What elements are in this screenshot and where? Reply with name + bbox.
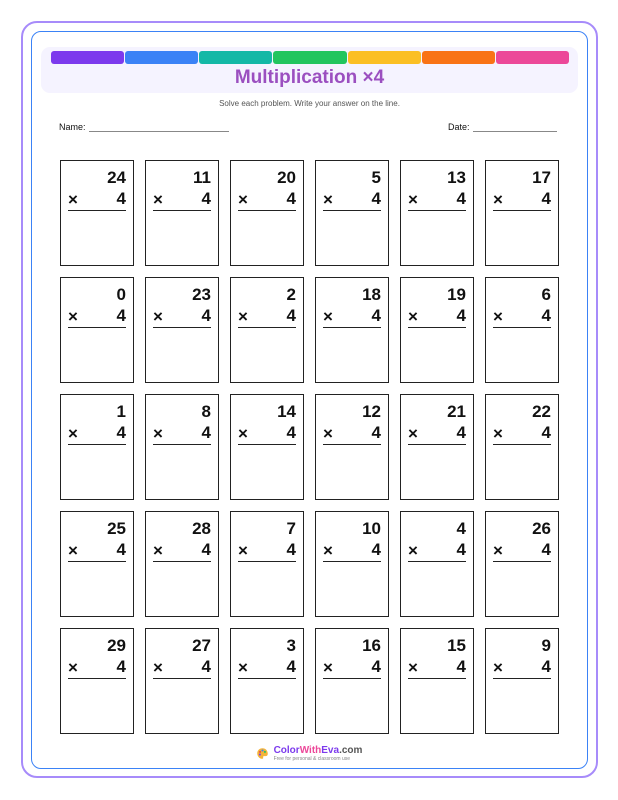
problem-card[interactable] xyxy=(60,394,134,500)
multiplicand: 8 xyxy=(201,402,211,421)
color-bar-segment xyxy=(51,51,124,64)
problem-card[interactable] xyxy=(60,160,134,266)
times-sign: × xyxy=(323,307,333,326)
multiplicand: 21 xyxy=(447,402,466,421)
answer-line xyxy=(323,444,381,445)
color-bar-segment xyxy=(422,51,495,64)
multiplicand: 0 xyxy=(116,285,126,304)
problem-card[interactable] xyxy=(315,394,389,500)
times-sign: × xyxy=(68,424,78,443)
answer-line xyxy=(68,444,126,445)
multiplicand: 23 xyxy=(192,285,211,304)
multiplicand: 4 xyxy=(456,519,466,538)
answer-line xyxy=(238,678,296,679)
problem-card[interactable] xyxy=(315,160,389,266)
multiplier: 4 xyxy=(286,423,296,442)
times-sign: × xyxy=(323,541,333,560)
times-sign: × xyxy=(238,541,248,560)
color-bar-segment xyxy=(273,51,346,64)
multiplier: 4 xyxy=(371,189,381,208)
multiplier: 4 xyxy=(201,657,211,676)
answer-line xyxy=(493,561,551,562)
times-sign: × xyxy=(408,424,418,443)
problem-card[interactable] xyxy=(60,511,134,617)
answer-line xyxy=(238,210,296,211)
times-sign: × xyxy=(408,190,418,209)
rainbow-color-bar xyxy=(51,51,569,64)
answer-line xyxy=(153,444,211,445)
multiplier: 4 xyxy=(456,423,466,442)
answer-line xyxy=(493,210,551,211)
answer-line xyxy=(68,210,126,211)
times-sign: × xyxy=(238,658,248,677)
problem-card[interactable] xyxy=(315,511,389,617)
multiplier: 4 xyxy=(371,540,381,559)
multiplicand: 16 xyxy=(362,636,381,655)
name-field[interactable] xyxy=(59,122,229,132)
times-sign: × xyxy=(153,424,163,443)
answer-line xyxy=(153,678,211,679)
answer-line xyxy=(238,561,296,562)
answer-line xyxy=(238,444,296,445)
multiplier: 4 xyxy=(456,306,466,325)
answer-line xyxy=(68,327,126,328)
problem-card[interactable] xyxy=(145,160,219,266)
multiplicand: 26 xyxy=(532,519,551,538)
problem-grid xyxy=(60,160,559,734)
multiplier: 4 xyxy=(286,657,296,676)
multiplicand: 20 xyxy=(277,168,296,187)
problem-card[interactable] xyxy=(315,628,389,734)
problem-card[interactable] xyxy=(485,394,559,500)
multiplier: 4 xyxy=(371,423,381,442)
multiplier: 4 xyxy=(201,540,211,559)
times-sign: × xyxy=(153,307,163,326)
instructions: Solve each problem. Write your answer on the line. xyxy=(219,99,400,108)
answer-line xyxy=(408,327,466,328)
times-sign: × xyxy=(68,658,78,677)
multiplicand: 3 xyxy=(286,636,296,655)
multiplicand: 9 xyxy=(541,636,551,655)
answer-line xyxy=(408,444,466,445)
multiplier: 4 xyxy=(286,306,296,325)
problem-card[interactable] xyxy=(400,511,474,617)
palette-icon xyxy=(256,747,269,760)
multiplicand: 14 xyxy=(277,402,296,421)
multiplier: 4 xyxy=(286,540,296,559)
multiplier: 4 xyxy=(201,423,211,442)
answer-line xyxy=(153,327,211,328)
multiplier: 4 xyxy=(201,306,211,325)
times-sign: × xyxy=(153,541,163,560)
multiplier: 4 xyxy=(116,423,126,442)
answer-line xyxy=(68,678,126,679)
multiplier: 4 xyxy=(541,189,551,208)
answer-line xyxy=(323,327,381,328)
multiplier: 4 xyxy=(116,306,126,325)
color-bar-segment xyxy=(496,51,569,64)
multiplicand: 10 xyxy=(362,519,381,538)
multiplicand: 29 xyxy=(107,636,126,655)
times-sign: × xyxy=(238,424,248,443)
problem-card[interactable] xyxy=(145,628,219,734)
answer-line xyxy=(238,327,296,328)
tagline: Free for personal & classroom use xyxy=(273,756,350,762)
times-sign: × xyxy=(408,658,418,677)
multiplier: 4 xyxy=(541,306,551,325)
multiplicand: 25 xyxy=(107,519,126,538)
answer-line xyxy=(493,444,551,445)
problem-card[interactable] xyxy=(230,511,304,617)
color-bar-segment xyxy=(125,51,198,64)
problem-card[interactable] xyxy=(230,277,304,383)
brand-name: ColorWithEva.com xyxy=(273,745,363,756)
color-bar-segment xyxy=(199,51,272,64)
times-sign: × xyxy=(493,190,503,209)
answer-line xyxy=(68,561,126,562)
times-sign: × xyxy=(68,190,78,209)
problem-card[interactable] xyxy=(400,394,474,500)
answer-line xyxy=(323,678,381,679)
multiplicand: 6 xyxy=(541,285,551,304)
answer-line xyxy=(408,210,466,211)
multiplier: 4 xyxy=(541,540,551,559)
answer-line xyxy=(153,561,211,562)
problem-card[interactable] xyxy=(60,628,134,734)
multiplier: 4 xyxy=(116,189,126,208)
multiplier: 4 xyxy=(541,657,551,676)
multiplicand: 5 xyxy=(371,168,381,187)
multiplier: 4 xyxy=(286,189,296,208)
problem-card[interactable] xyxy=(230,628,304,734)
problem-card[interactable] xyxy=(485,511,559,617)
multiplier: 4 xyxy=(456,189,466,208)
page-title: Multiplication ×4 xyxy=(234,67,385,88)
problem-card[interactable] xyxy=(230,160,304,266)
problem-card[interactable] xyxy=(400,277,474,383)
problem-card[interactable] xyxy=(145,511,219,617)
problem-card[interactable] xyxy=(60,277,134,383)
multiplier: 4 xyxy=(371,657,381,676)
date-field[interactable] xyxy=(448,122,557,132)
problem-card[interactable] xyxy=(145,277,219,383)
answer-line xyxy=(408,561,466,562)
multiplier: 4 xyxy=(541,423,551,442)
multiplicand: 2 xyxy=(286,285,296,304)
multiplicand: 7 xyxy=(286,519,296,538)
problem-card[interactable] xyxy=(145,394,219,500)
multiplicand: 24 xyxy=(107,168,126,187)
multiplicand: 12 xyxy=(362,402,381,421)
answer-line xyxy=(493,678,551,679)
multiplier: 4 xyxy=(201,189,211,208)
times-sign: × xyxy=(68,541,78,560)
times-sign: × xyxy=(68,307,78,326)
multiplicand: 22 xyxy=(532,402,551,421)
multiplier: 4 xyxy=(371,306,381,325)
multiplicand: 17 xyxy=(532,168,551,187)
multiplicand: 18 xyxy=(362,285,381,304)
problem-card[interactable] xyxy=(400,160,474,266)
problem-card[interactable] xyxy=(485,628,559,734)
problem-card[interactable] xyxy=(485,277,559,383)
name-blank-line[interactable] xyxy=(89,123,229,132)
multiplier: 4 xyxy=(116,540,126,559)
multiplier: 4 xyxy=(456,657,466,676)
times-sign: × xyxy=(323,190,333,209)
answer-line xyxy=(323,561,381,562)
multiplier: 4 xyxy=(456,540,466,559)
times-sign: × xyxy=(493,424,503,443)
times-sign: × xyxy=(153,190,163,209)
multiplicand: 28 xyxy=(192,519,211,538)
times-sign: × xyxy=(493,541,503,560)
multiplicand: 13 xyxy=(447,168,466,187)
times-sign: × xyxy=(238,307,248,326)
multiplicand: 15 xyxy=(447,636,466,655)
color-bar-segment xyxy=(348,51,421,64)
problem-card[interactable] xyxy=(485,160,559,266)
name-label: Name: xyxy=(59,122,86,132)
times-sign: × xyxy=(238,190,248,209)
multiplicand: 1 xyxy=(116,402,126,421)
footer xyxy=(0,745,618,762)
multiplicand: 27 xyxy=(192,636,211,655)
answer-line xyxy=(323,210,381,211)
problem-card[interactable] xyxy=(315,277,389,383)
times-sign: × xyxy=(493,658,503,677)
answer-line xyxy=(153,210,211,211)
date-blank-line[interactable] xyxy=(473,123,557,132)
answer-line xyxy=(408,678,466,679)
answer-line xyxy=(493,327,551,328)
times-sign: × xyxy=(153,658,163,677)
multiplicand: 19 xyxy=(447,285,466,304)
multiplicand: 11 xyxy=(193,168,211,187)
multiplier: 4 xyxy=(116,657,126,676)
times-sign: × xyxy=(408,541,418,560)
problem-card[interactable] xyxy=(400,628,474,734)
times-sign: × xyxy=(323,424,333,443)
times-sign: × xyxy=(493,307,503,326)
times-sign: × xyxy=(408,307,418,326)
date-label: Date: xyxy=(448,122,470,132)
times-sign: × xyxy=(323,658,333,677)
problem-card[interactable] xyxy=(230,394,304,500)
